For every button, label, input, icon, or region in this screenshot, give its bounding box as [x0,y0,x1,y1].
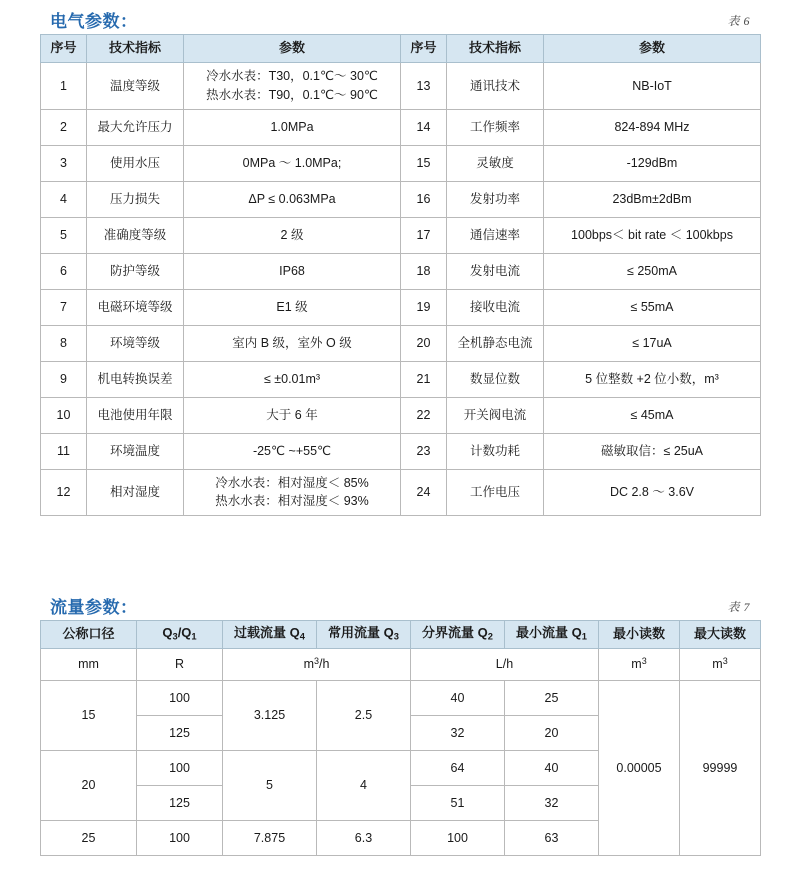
col-header-value-left: 参数 [184,35,401,63]
cell-range-ratio: 100 [137,681,223,716]
unit-m: m [631,657,642,672]
cell-index: 23 [401,433,447,469]
unit-nominal-diameter: mm [41,649,137,681]
q3-label: 常用流量 Q [328,625,394,641]
cell-index: 5 [41,217,87,253]
table-row [41,433,761,469]
table-row [41,145,761,181]
cell-value: -25℃ ~+55℃ [184,433,401,469]
cell-index: 16 [401,181,447,217]
cell-nominal-diameter: 20 [41,751,137,821]
electrical-parameters-table [40,34,761,516]
flow-parameters-table [40,620,761,856]
cell-metric: 电池使用年限 [87,397,184,433]
table-row [41,325,761,361]
cell-permanent-flow: 4 [317,751,411,821]
cell-value: DC 2.8 ～ 3.6V [544,469,761,516]
unit-per-hour: /h [319,657,330,672]
unit-m: m [303,657,314,672]
cell-metric: 通讯技术 [447,63,544,110]
cell-index: 13 [401,63,447,110]
electrical-table-body [41,63,761,516]
cell-index: 6 [41,253,87,289]
cell-permanent-flow: 6.3 [317,821,411,856]
ratio-sub-1: 3 [172,632,178,643]
cell-metric: 接收电流 [447,289,544,325]
col-header-min-reading: 最小读数 [599,621,680,649]
col-header-nominal-diameter: 公称口径 [41,621,137,649]
cell-index: 8 [41,325,87,361]
cell-value: 磁敏取信：≤ 25uA [544,433,761,469]
cell-metric: 发射功率 [447,181,544,217]
cell-transitional-flow: 51 [411,786,505,821]
cell-index: 4 [41,181,87,217]
cell-nominal-diameter: 15 [41,681,137,751]
q4-label: 过载流量 Q [234,625,300,641]
cell-value: 23dBm±2dBm [544,181,761,217]
cell-metric: 最大允许压力 [87,109,184,145]
q3-sub: 3 [393,632,399,643]
cell-index: 9 [41,361,87,397]
cell-metric: 环境温度 [87,433,184,469]
electrical-section-header [40,0,760,34]
col-header-metric-right: 技术指标 [447,35,544,63]
col-header-overload-flow [223,621,317,649]
cell-metric: 开关阀电流 [447,397,544,433]
cell-value: 2 级 [184,217,401,253]
cell-index: 24 [401,469,447,516]
table-row [41,289,761,325]
unit-min-reading [599,649,680,681]
cell-minimum-flow: 40 [505,751,599,786]
unit-flow-m3h [223,649,411,681]
table-row [41,681,761,716]
col-header-max-reading: 最大读数 [680,621,761,649]
cell-metric: 数显位数 [447,361,544,397]
cell-metric: 工作电压 [447,469,544,516]
cell-metric: 准确度等级 [87,217,184,253]
cell-minimum-flow: 20 [505,716,599,751]
table-row [41,469,761,516]
page-title-flow: 流量参数： [50,598,138,617]
unit-flow-lh: L/h [411,649,599,681]
cell-metric: 使用水压 [87,145,184,181]
cell-index: 11 [41,433,87,469]
cell-overload-flow: 5 [223,751,317,821]
cell-value: ≤ 45mA [544,397,761,433]
col-header-transitional-flow [411,621,505,649]
cell-index: 10 [41,397,87,433]
cell-min-reading: 0.00005 [599,681,680,856]
cell-index: 20 [401,325,447,361]
cell-index: 3 [41,145,87,181]
cell-value: 室内 B 级，室外 O 级 [184,325,401,361]
cell-permanent-flow: 2.5 [317,681,411,751]
cell-index: 7 [41,289,87,325]
unit-max-reading [680,649,761,681]
q1-sub: 1 [581,632,587,643]
cell-value: 1.0MPa [184,109,401,145]
cell-index: 12 [41,469,87,516]
unit-m-exp: 3 [641,656,647,667]
col-header-index-right: 序号 [401,35,447,63]
cell-value: 大于 6 年 [184,397,401,433]
cell-overload-flow: 3.125 [223,681,317,751]
unit-m: m [712,657,723,672]
table-header-row [41,621,761,649]
cell-metric: 压力损失 [87,181,184,217]
table-row [41,361,761,397]
cell-transitional-flow: 40 [411,681,505,716]
cell-metric: 相对湿度 [87,469,184,516]
ratio-q-pre: Q [162,625,173,641]
cell-value [184,469,401,516]
section-spacer [40,516,760,586]
unit-range-ratio: R [137,649,223,681]
cell-index: 17 [401,217,447,253]
cell-transitional-flow: 32 [411,716,505,751]
cell-index: 2 [41,109,87,145]
q2-sub: 2 [487,632,493,643]
cell-range-ratio: 100 [137,751,223,786]
table-row [41,397,761,433]
cell-metric: 电磁环境等级 [87,289,184,325]
cell-metric: 全机静态电流 [447,325,544,361]
col-header-metric-left: 技术指标 [87,35,184,63]
cell-minimum-flow: 63 [505,821,599,856]
page-title-electrical: 电气参数： [50,12,138,31]
cell-metric: 环境等级 [87,325,184,361]
flow-table-body [41,649,761,856]
cell-range-ratio: 100 [137,821,223,856]
cell-nominal-diameter: 25 [41,821,137,856]
cell-value: ≤ 250mA [544,253,761,289]
cell-value: 100bps＜ bit rate ＜ 100kbps [544,217,761,253]
cell-metric: 机电转换误差 [87,361,184,397]
q1-label: 最小流量 Q [516,625,582,641]
col-header-range-ratio [137,621,223,649]
cell-range-ratio: 125 [137,786,223,821]
q2-label: 分界流量 Q [422,625,488,641]
cell-value: -129dBm [544,145,761,181]
table-header-row [41,35,761,63]
table-row [41,217,761,253]
cell-overload-flow: 7.875 [223,821,317,856]
cell-index: 1 [41,63,87,110]
flow-table-head [41,621,761,649]
cell-value [184,63,401,110]
cell-max-reading: 99999 [680,681,761,856]
cell-metric: 灵敏度 [447,145,544,181]
unit-m-exp: 3 [313,656,319,667]
cell-index: 19 [401,289,447,325]
table-row [41,109,761,145]
table-row [41,63,761,110]
cell-metric: 工作频率 [447,109,544,145]
cell-index: 21 [401,361,447,397]
cell-value: ≤ ±0.01m³ [184,361,401,397]
cell-minimum-flow: 25 [505,681,599,716]
cell-value: 824-894 MHz [544,109,761,145]
col-header-value-right: 参数 [544,35,761,63]
cell-metric: 防护等级 [87,253,184,289]
col-header-permanent-flow [317,621,411,649]
cell-range-ratio: 125 [137,716,223,751]
cell-value: 5 位整数 +2 位小数，m³ [544,361,761,397]
cell-index: 14 [401,109,447,145]
cell-value-line2: 热水水表：相对湿度＜ 93% [215,494,369,509]
cell-value: ≤ 55mA [544,289,761,325]
table-row [41,181,761,217]
cell-index: 18 [401,253,447,289]
cell-transitional-flow: 64 [411,751,505,786]
cell-metric: 通信速率 [447,217,544,253]
col-header-minimum-flow [505,621,599,649]
col-header-index-left: 序号 [41,35,87,63]
cell-transitional-flow: 100 [411,821,505,856]
electrical-table-head [41,35,761,63]
cell-value-line2: 热水水表：T90，0.1℃～ 90℃ [206,87,378,102]
ratio-sub-2: 1 [191,632,197,643]
cell-index: 22 [401,397,447,433]
cell-metric: 温度等级 [87,63,184,110]
cell-metric: 计数功耗 [447,433,544,469]
flow-section-header [40,586,760,620]
cell-value: 0MPa ～ 1.0MPa; [184,145,401,181]
table-caption-7: 表 7 [727,600,750,614]
cell-value: ΔP ≤ 0.063MPa [184,181,401,217]
cell-metric: 发射电流 [447,253,544,289]
cell-minimum-flow: 32 [505,786,599,821]
cell-value: IP68 [184,253,401,289]
q4-sub: 4 [299,632,305,643]
cell-value: E1 级 [184,289,401,325]
table-row [41,253,761,289]
cell-value: NB-IoT [544,63,761,110]
ratio-q-mid: /Q [177,625,192,641]
cell-value-line1: 冷水水表：T30，0.1℃～ 30℃ [206,69,378,83]
table-caption-6: 表 6 [727,14,750,28]
cell-index: 15 [401,145,447,181]
unit-m-exp: 3 [722,656,728,667]
cell-value: ≤ 17uA [544,325,761,361]
units-row [41,649,761,681]
cell-value-line1: 冷水水表：相对湿度＜ 85% [215,475,369,490]
